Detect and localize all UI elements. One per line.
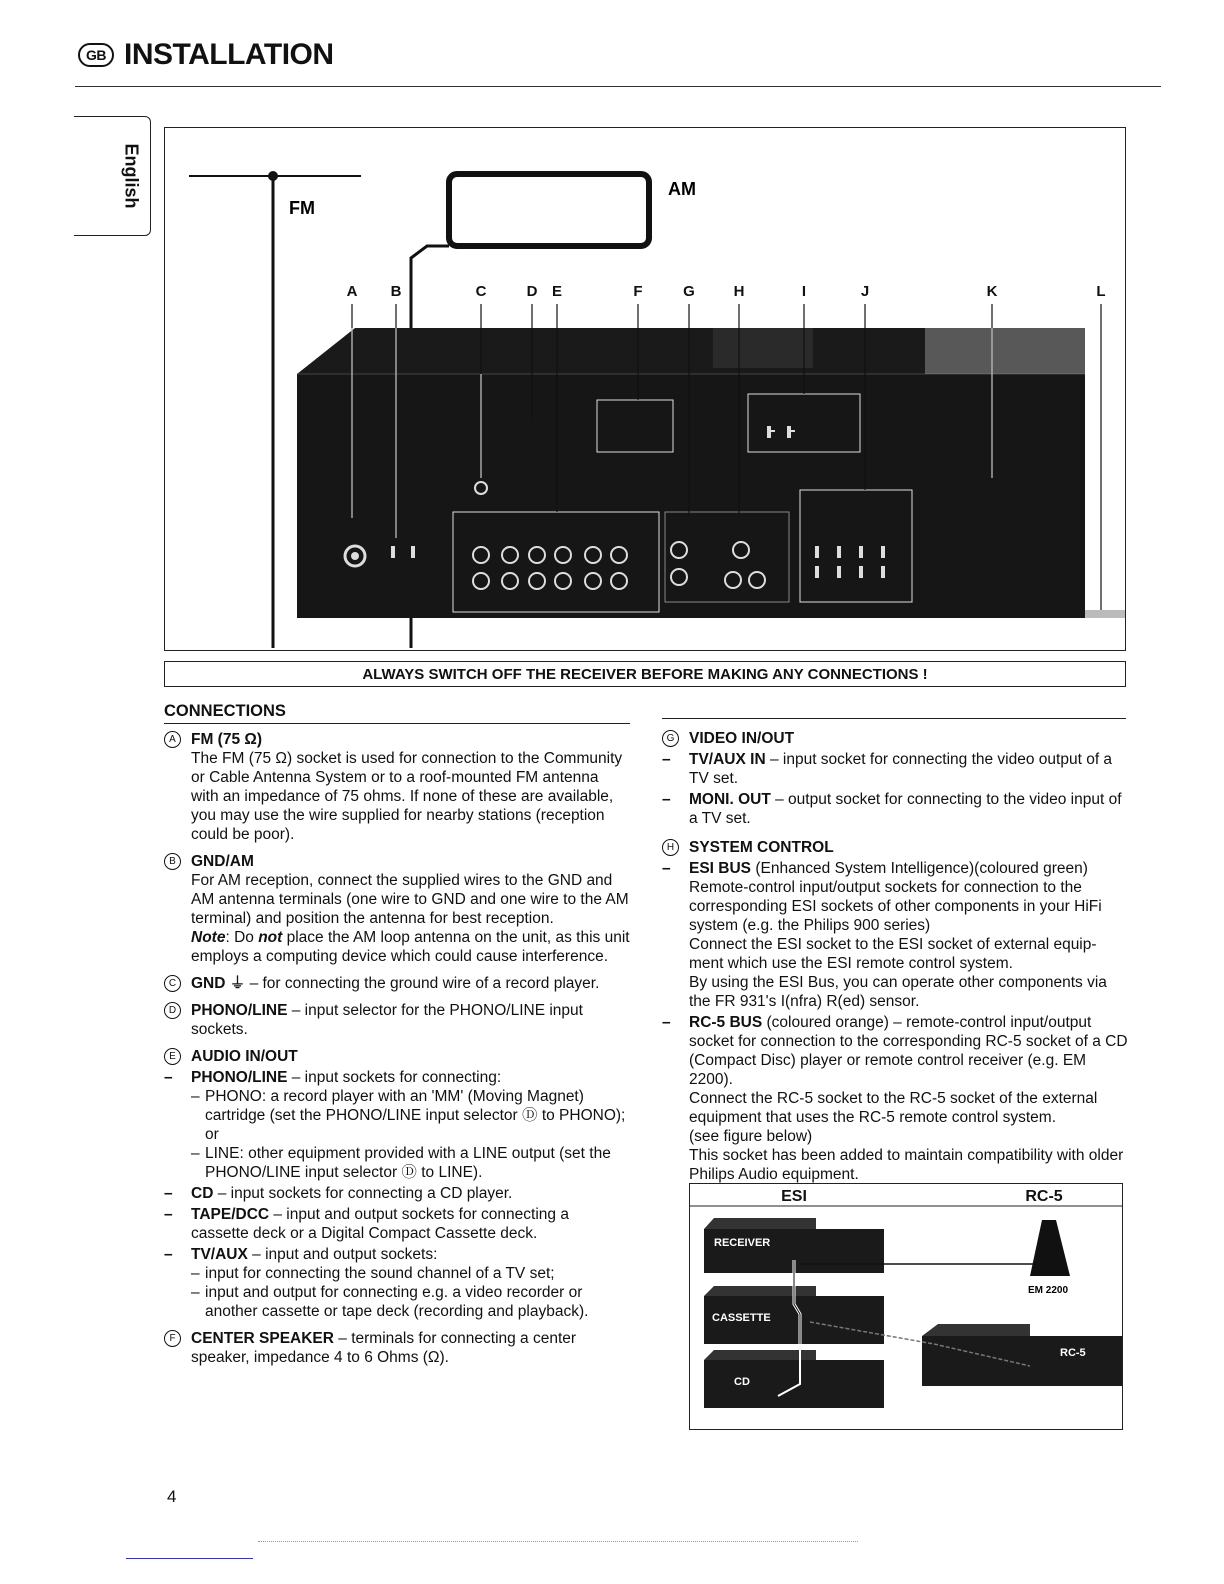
- am-label: AM: [668, 179, 696, 199]
- item-e-cd: – CD – input sockets for connecting a CD player.: [164, 1184, 630, 1203]
- callout-a: A: [346, 283, 358, 300]
- item-b-note: Note: Do not place the AM loop antenna on the unit, as this unit employs a computing device which could cause interference.: [191, 929, 630, 965]
- marker-c: C: [164, 975, 181, 992]
- callout-f: F: [633, 283, 643, 300]
- item-f: [164, 1329, 630, 1367]
- marker-e: E: [164, 1048, 181, 1065]
- em2200-label: EM 2200: [1027, 1285, 1069, 1296]
- footer-scan-noise: [258, 1541, 858, 1544]
- page-number: 4: [167, 1487, 177, 1506]
- connections-left-column: [164, 702, 630, 1375]
- marker-h: H: [662, 839, 679, 856]
- cd-label: CD: [734, 1376, 750, 1388]
- callout-i: I: [801, 283, 807, 300]
- callout-k: K: [986, 283, 998, 300]
- item-g: [662, 729, 1128, 748]
- receiver-rear-panel-illustration: [165, 128, 1125, 650]
- receiver-rear-panel-figure: [164, 127, 1126, 651]
- page-header: [78, 38, 334, 72]
- right-column-rule: [662, 718, 1126, 719]
- gb-badge: GB: [78, 43, 114, 67]
- callout-g: G: [683, 283, 695, 300]
- item-d-body: – input selector for the PHONO/LINE input sockets.: [191, 1002, 583, 1038]
- cassette-label: CASSETTE: [712, 1312, 771, 1324]
- rc5-heading: RC-5: [1025, 1188, 1063, 1205]
- item-c-title: GND ⏚: [191, 975, 246, 992]
- callout-d: D: [526, 283, 538, 300]
- item-e-title: AUDIO IN/OUT: [191, 1048, 298, 1065]
- esi-heading: ESI: [781, 1188, 807, 1205]
- item-c: [164, 974, 630, 993]
- item-e: [164, 1047, 630, 1066]
- language-tab-label: English: [121, 143, 142, 209]
- callout-e: E: [551, 283, 563, 300]
- callout-j: J: [860, 283, 870, 300]
- callout-c: C: [475, 283, 487, 300]
- callout-b: B: [390, 283, 402, 300]
- item-h: [662, 838, 1128, 857]
- item-f-body: – terminals for connecting a center speaker, impedance 4 to 6 Ohms (Ω).: [191, 1330, 577, 1366]
- callout-h: H: [733, 283, 745, 300]
- item-e-phono-sub1: – PHONO: a record player with an 'MM' (Moving Magnet) cartridge (set the PHONO/LINE input selector Ⓓ to PHONO); or: [191, 1087, 630, 1144]
- item-b-title: GND/AM: [191, 853, 254, 870]
- connections-title: CONNECTIONS: [164, 702, 630, 724]
- callout-l: L: [1096, 283, 1106, 300]
- fm-label: FM: [289, 198, 315, 218]
- page-title: INSTALLATION: [124, 38, 334, 71]
- item-e-tv-sub2: – input and output for connecting e.g. a video recorder or another cassette or tape deck (recording and playback).: [191, 1283, 630, 1321]
- item-h-title: SYSTEM CONTROL: [689, 839, 834, 856]
- warning-banner: ALWAYS SWITCH OFF THE RECEIVER BEFORE MAKING ANY CONNECTIONS !: [164, 661, 1126, 687]
- item-a: [164, 730, 630, 844]
- item-h-esi: – ESI BUS (Enhanced System Intelligence)(coloured green) Remote-control input/output sockets for connection to the corresponding ESI sockets of other components in your HiFi system (e.g. the Philips 900 series) Connect the ESI socket to the ESI socket of external equip-ment which use the ESI remote control system. By using the ESI Bus, you can operate other components via the FR 931's I(nfra) R(ed) sensor.: [662, 859, 1128, 1011]
- item-e-phono-sub2: – LINE: other equipment provided with a LINE output (set the PHONO/LINE input selector Ⓓ to LINE).: [191, 1144, 630, 1182]
- marker-a: A: [164, 731, 181, 748]
- rc5-unit-label: RC-5: [1060, 1347, 1086, 1359]
- item-a-body: The FM (75 Ω) socket is used for connection to the Community or Cable Antenna System or to a roof-mounted FM antenna with an impedance of 75 ohms. If none of these are available, you may use the wire supplied for nearby stations (reception could be poor).: [191, 750, 623, 843]
- item-e-tv-sub1: – input for connecting the sound channel of a TV set;: [191, 1264, 630, 1283]
- item-d-title: PHONO/LINE: [191, 1002, 288, 1019]
- marker-f: F: [164, 1330, 181, 1347]
- item-a-title: FM (75 Ω): [191, 731, 262, 748]
- marker-d: D: [164, 1002, 181, 1019]
- marker-g: G: [662, 730, 679, 747]
- connections-right-column: [662, 729, 1128, 1184]
- receiver-label: RECEIVER: [714, 1237, 771, 1249]
- item-e-phono: – PHONO/LINE – input sockets for connecting: – PHONO: a record player with an 'MM' (Moving Magnet) cartridge (set the PHONO/LINE input selector Ⓓ to PHONO); or – LINE: other equipment provided with a LINE output (set the PHONO/LINE input selector Ⓓ to LINE).: [164, 1068, 630, 1182]
- esi-rc5-illustration: [690, 1184, 1122, 1429]
- header-rule: [75, 86, 1161, 87]
- item-d: [164, 1001, 630, 1039]
- item-h-rc5: – RC-5 BUS (coloured orange) – remote-control input/output socket for connection to the corresponding RC-5 socket of a CD (Compact Disc) player or remote control receiver (e.g. EM 2200). Connect the RC-5 socket to the RC-5 socket of the external equipment that uses the RC-5 remote control system. (see figure below) This socket has been added to maintain compatibility with older Philips Audio equipment.: [662, 1013, 1128, 1184]
- item-g-tv: – TV/AUX IN – input socket for connecting the video output of a TV set.: [662, 750, 1128, 788]
- item-b-body: For AM reception, connect the supplied wires to the GND and AM antenna terminals (one wire to GND and one wire to the AM terminal) and position the antenna for best reception.: [191, 872, 629, 927]
- item-e-tv: – TV/AUX – input and output sockets: – input for connecting the sound channel of a TV set; – input and output for connecting e.g. a video recorder or another cassette or tape deck (recording and playback).: [164, 1245, 630, 1321]
- footer-underline: [126, 1558, 253, 1559]
- item-g-moni: – MONI. OUT – output socket for connecting to the video input of a TV set.: [662, 790, 1128, 828]
- item-f-title: CENTER SPEAKER: [191, 1330, 334, 1347]
- item-b: [164, 852, 630, 966]
- item-e-tape: – TAPE/DCC – input and output sockets for connecting a cassette deck or a Digital Compact Cassette deck.: [164, 1205, 630, 1243]
- marker-b: B: [164, 853, 181, 870]
- item-g-title: VIDEO IN/OUT: [689, 730, 795, 747]
- esi-rc5-figure: [689, 1183, 1123, 1430]
- item-c-body: – for connecting the ground wire of a record player.: [245, 975, 600, 992]
